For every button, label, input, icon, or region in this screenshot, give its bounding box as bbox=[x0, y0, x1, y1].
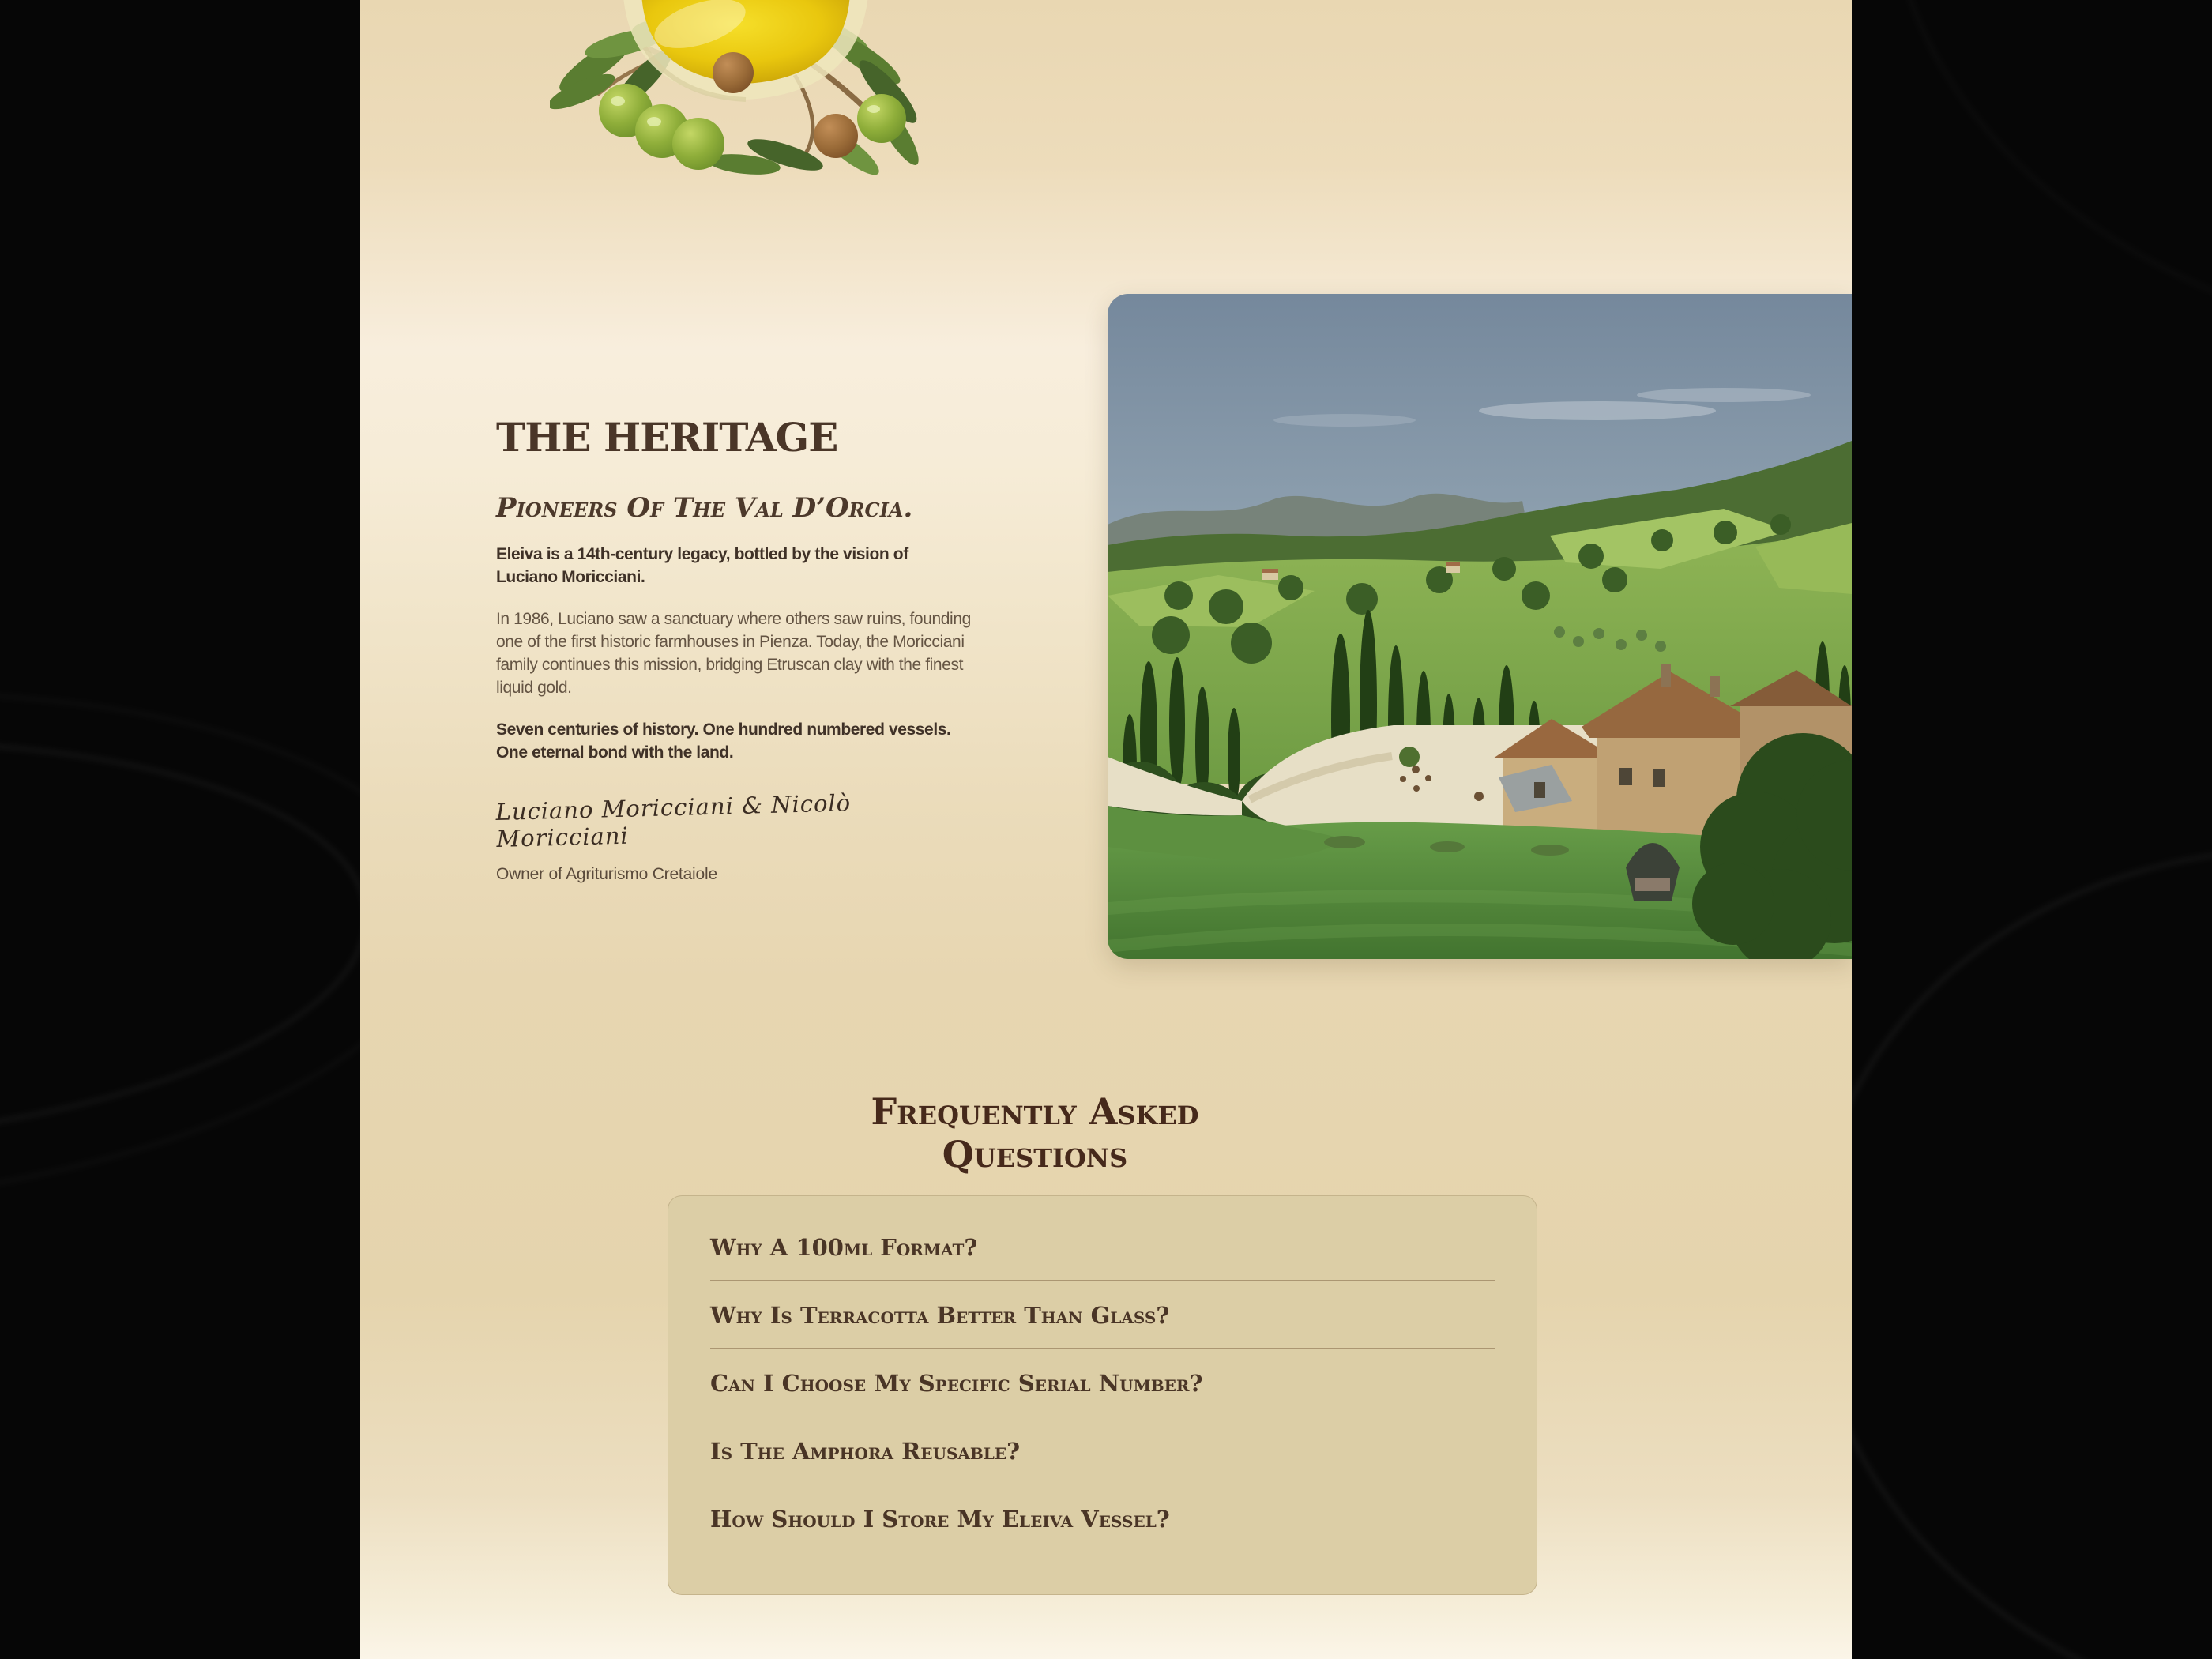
faq-title-line2: Questions bbox=[942, 1133, 1128, 1176]
faq-title-line1: Frequently Asked bbox=[871, 1090, 1199, 1134]
faq-list bbox=[668, 1195, 1537, 1595]
faq-question[interactable]: Why Is Terracotta Better Than Glass? bbox=[710, 1302, 1170, 1329]
heritage-subtitle: Pioneers Of The Val D’Orcia. bbox=[496, 492, 913, 524]
owner-role: Owner of Agriturismo Cretaiole bbox=[496, 865, 717, 883]
heritage-section bbox=[496, 414, 973, 884]
heritage-lead: Eleiva is a 14th-century legacy, bottled by the vision of Luciano Moricciani. bbox=[496, 545, 908, 586]
faq-title bbox=[871, 1090, 1199, 1176]
farmhouse-photo bbox=[1108, 294, 1852, 959]
faq-question[interactable]: Can I Choose My Specific Serial Number? bbox=[710, 1370, 1203, 1397]
faq-item[interactable] bbox=[710, 1281, 1495, 1349]
faq-question[interactable]: Why A 100ml Format? bbox=[710, 1234, 978, 1261]
owner-signature: Luciano Moricciani & Nicolò Moricciani bbox=[495, 789, 852, 852]
background-swirl bbox=[1845, 0, 2212, 412]
faq-item[interactable] bbox=[710, 1484, 1495, 1552]
heritage-emphasis: Seven centuries of history. One hundred numbered vessels. One eternal bond with the land. bbox=[496, 720, 951, 762]
faq-question[interactable]: How Should I Store My Eleiva Vessel? bbox=[710, 1506, 1170, 1533]
heritage-body: In 1986, Luciano saw a sanctuary where others saw ruins, founding one of the first historic farmhouses in Pienza. Today, the Moricciani family continues this mission, bridging Etruscan clay with the finest liquid gold. bbox=[496, 610, 971, 697]
faq-item[interactable] bbox=[710, 1349, 1495, 1416]
faq-item[interactable] bbox=[710, 1416, 1495, 1484]
background-swirl bbox=[0, 714, 378, 1172]
faq-item[interactable] bbox=[710, 1213, 1495, 1281]
heritage-title: THE HERITAGE bbox=[496, 414, 838, 461]
faq-question[interactable]: Is The Amphora Reusable? bbox=[710, 1438, 1021, 1465]
page-background bbox=[360, 0, 1852, 1659]
olive-branch-oil-image bbox=[550, 0, 927, 190]
